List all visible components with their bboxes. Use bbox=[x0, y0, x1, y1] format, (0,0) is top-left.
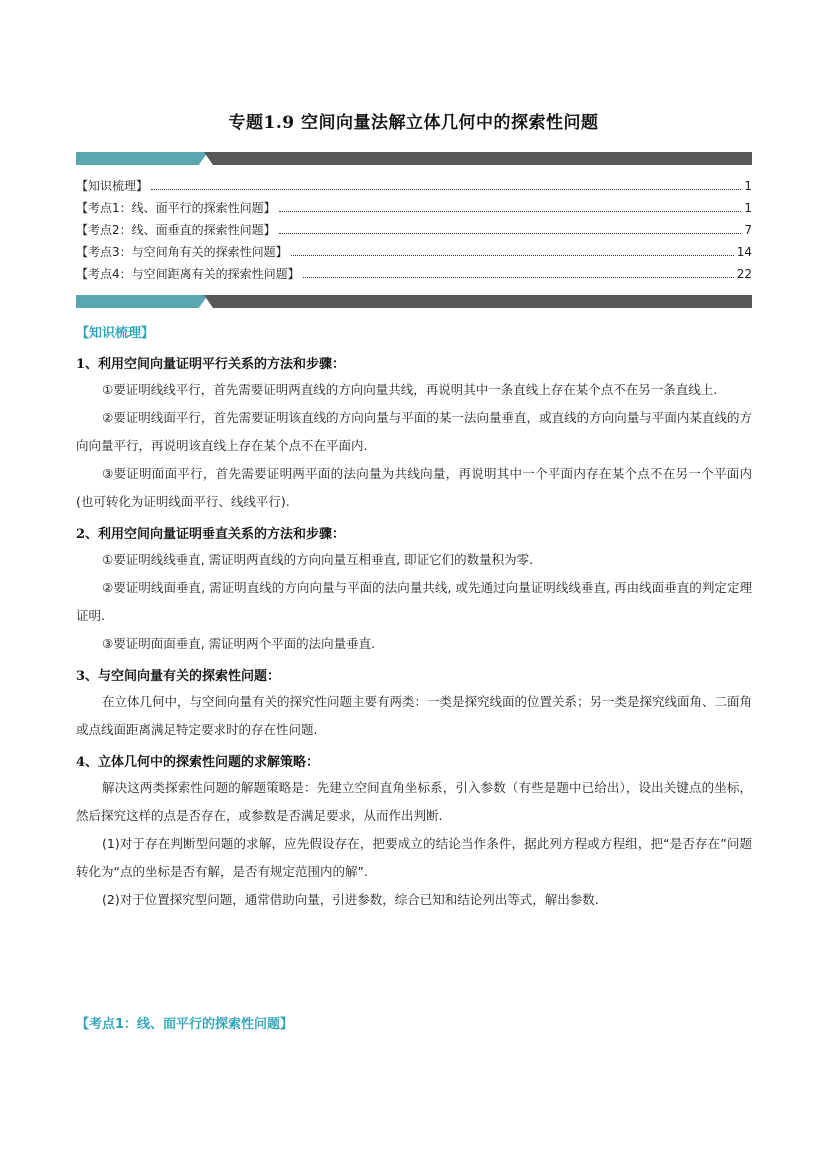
toc-entry-label: 【知识梳理】 bbox=[76, 179, 149, 193]
toc-entry-knowledge[interactable] bbox=[76, 177, 752, 199]
divider-gray-segment bbox=[204, 152, 752, 165]
header-divider-bar bbox=[76, 152, 752, 165]
section-heading-topic1: 【考点1：线、面平行的探索性问题】 bbox=[76, 1017, 294, 1032]
toc-leader-dots bbox=[151, 180, 741, 190]
section-heading: 【知识梳理】 bbox=[76, 326, 155, 341]
toc-leader-dots bbox=[279, 224, 742, 234]
page-title: 专题1.9 空间向量法解立体几何中的探索性问题 bbox=[228, 113, 599, 133]
paragraph: ③要证明面面平行，首先需要证明两平面的法向量为共线向量，再说明其中一个平面内存在某个点不在另一个平面内(也可转化为证明线面平行、线线平行). bbox=[76, 466, 752, 509]
divider-teal-segment bbox=[76, 295, 208, 308]
toc-entry-label: 【考点2：线、面垂直的探索性问题】 bbox=[76, 223, 276, 237]
paragraph: ①要证明线线平行，首先需要证明两直线的方向向量共线，再说明其中一条直线上存在某个点不在另一条直线上. bbox=[102, 382, 718, 397]
paragraph: 解决这两类探索性问题的解题策略是：先建立空间直角坐标系，引入参数（有些是题中已给出），设出关键点的坐标，然后探究这样的点是否存在，或参数是否满足要求，从而作出判断. bbox=[76, 780, 752, 823]
subsection-title: 4、立体几何中的探索性问题的求解策略： bbox=[76, 755, 320, 770]
footer-divider-bar bbox=[76, 295, 752, 308]
toc-leader-dots bbox=[279, 202, 742, 212]
toc-entry-topic1[interactable] bbox=[76, 199, 752, 221]
subsection-title: 3、与空间向量有关的探索性问题： bbox=[76, 669, 281, 684]
toc-leader-dots bbox=[291, 246, 734, 256]
divider-teal-segment bbox=[76, 152, 208, 165]
toc-entry-page: 22 bbox=[736, 267, 752, 281]
toc-entry-page: 1 bbox=[744, 179, 752, 193]
paragraph: 在立体几何中，与空间向量有关的探究性问题主要有两类：一类是探究线面的位置关系；另一类是探究线面角、二面角或点线面距离满足特定要求时的存在性问题. bbox=[76, 694, 753, 737]
toc-entry-page: 7 bbox=[744, 223, 752, 237]
paragraph: (1)对于存在判断型问题的求解，应先假设存在，把要成立的结论当作条件，据此列方程或方程组，把“是否存在”问题转化为“点的坐标是否有解，是否有规定范围内的解”. bbox=[76, 836, 752, 879]
subsection-title: 1、利用空间向量证明平行关系的方法和步骤： bbox=[76, 357, 346, 372]
toc-entry-label: 【考点4：与空间距离有关的探索性问题】 bbox=[76, 267, 300, 281]
paragraph: ③要证明面面垂直, 需证明两个平面的法向量垂直. bbox=[102, 636, 376, 651]
table-of-contents bbox=[76, 177, 752, 287]
toc-entry-page: 1 bbox=[744, 201, 752, 215]
paragraph: ②要证明线面平行，首先需要证明该直线的方向向量与平面的某一法向量垂直，或直线的方向向量与平面内某直线的方向向量平行，再说明该直线上存在某个点不在平面内. bbox=[76, 410, 752, 453]
divider-gray-segment bbox=[204, 295, 752, 308]
paragraph: ②要证明线面垂直, 需证明直线的方向向量与平面的法向量共线, 或先通过向量证明线线垂直, 再由线面垂直的判定定理证明. bbox=[76, 580, 752, 623]
toc-entry-label: 【考点3：与空间角有关的探索性问题】 bbox=[76, 245, 288, 259]
toc-entry-page: 14 bbox=[736, 245, 752, 259]
toc-entry-topic4[interactable] bbox=[76, 265, 752, 287]
knowledge-section bbox=[76, 322, 752, 914]
subsection-title: 2、利用空间向量证明垂直关系的方法和步骤： bbox=[76, 527, 346, 542]
paragraph: (2)对于位置探究型问题，通常借助向量，引进参数，综合已知和结论列出等式，解出参数. bbox=[102, 892, 599, 907]
paragraph: ①要证明线线垂直, 需证明两直线的方向向量互相垂直, 即证它们的数量积为零. bbox=[102, 552, 534, 567]
toc-entry-topic2[interactable] bbox=[76, 221, 752, 243]
toc-entry-label: 【考点1：线、面平行的探索性问题】 bbox=[76, 201, 276, 215]
toc-entry-topic3[interactable] bbox=[76, 243, 752, 265]
toc-leader-dots bbox=[303, 268, 734, 278]
